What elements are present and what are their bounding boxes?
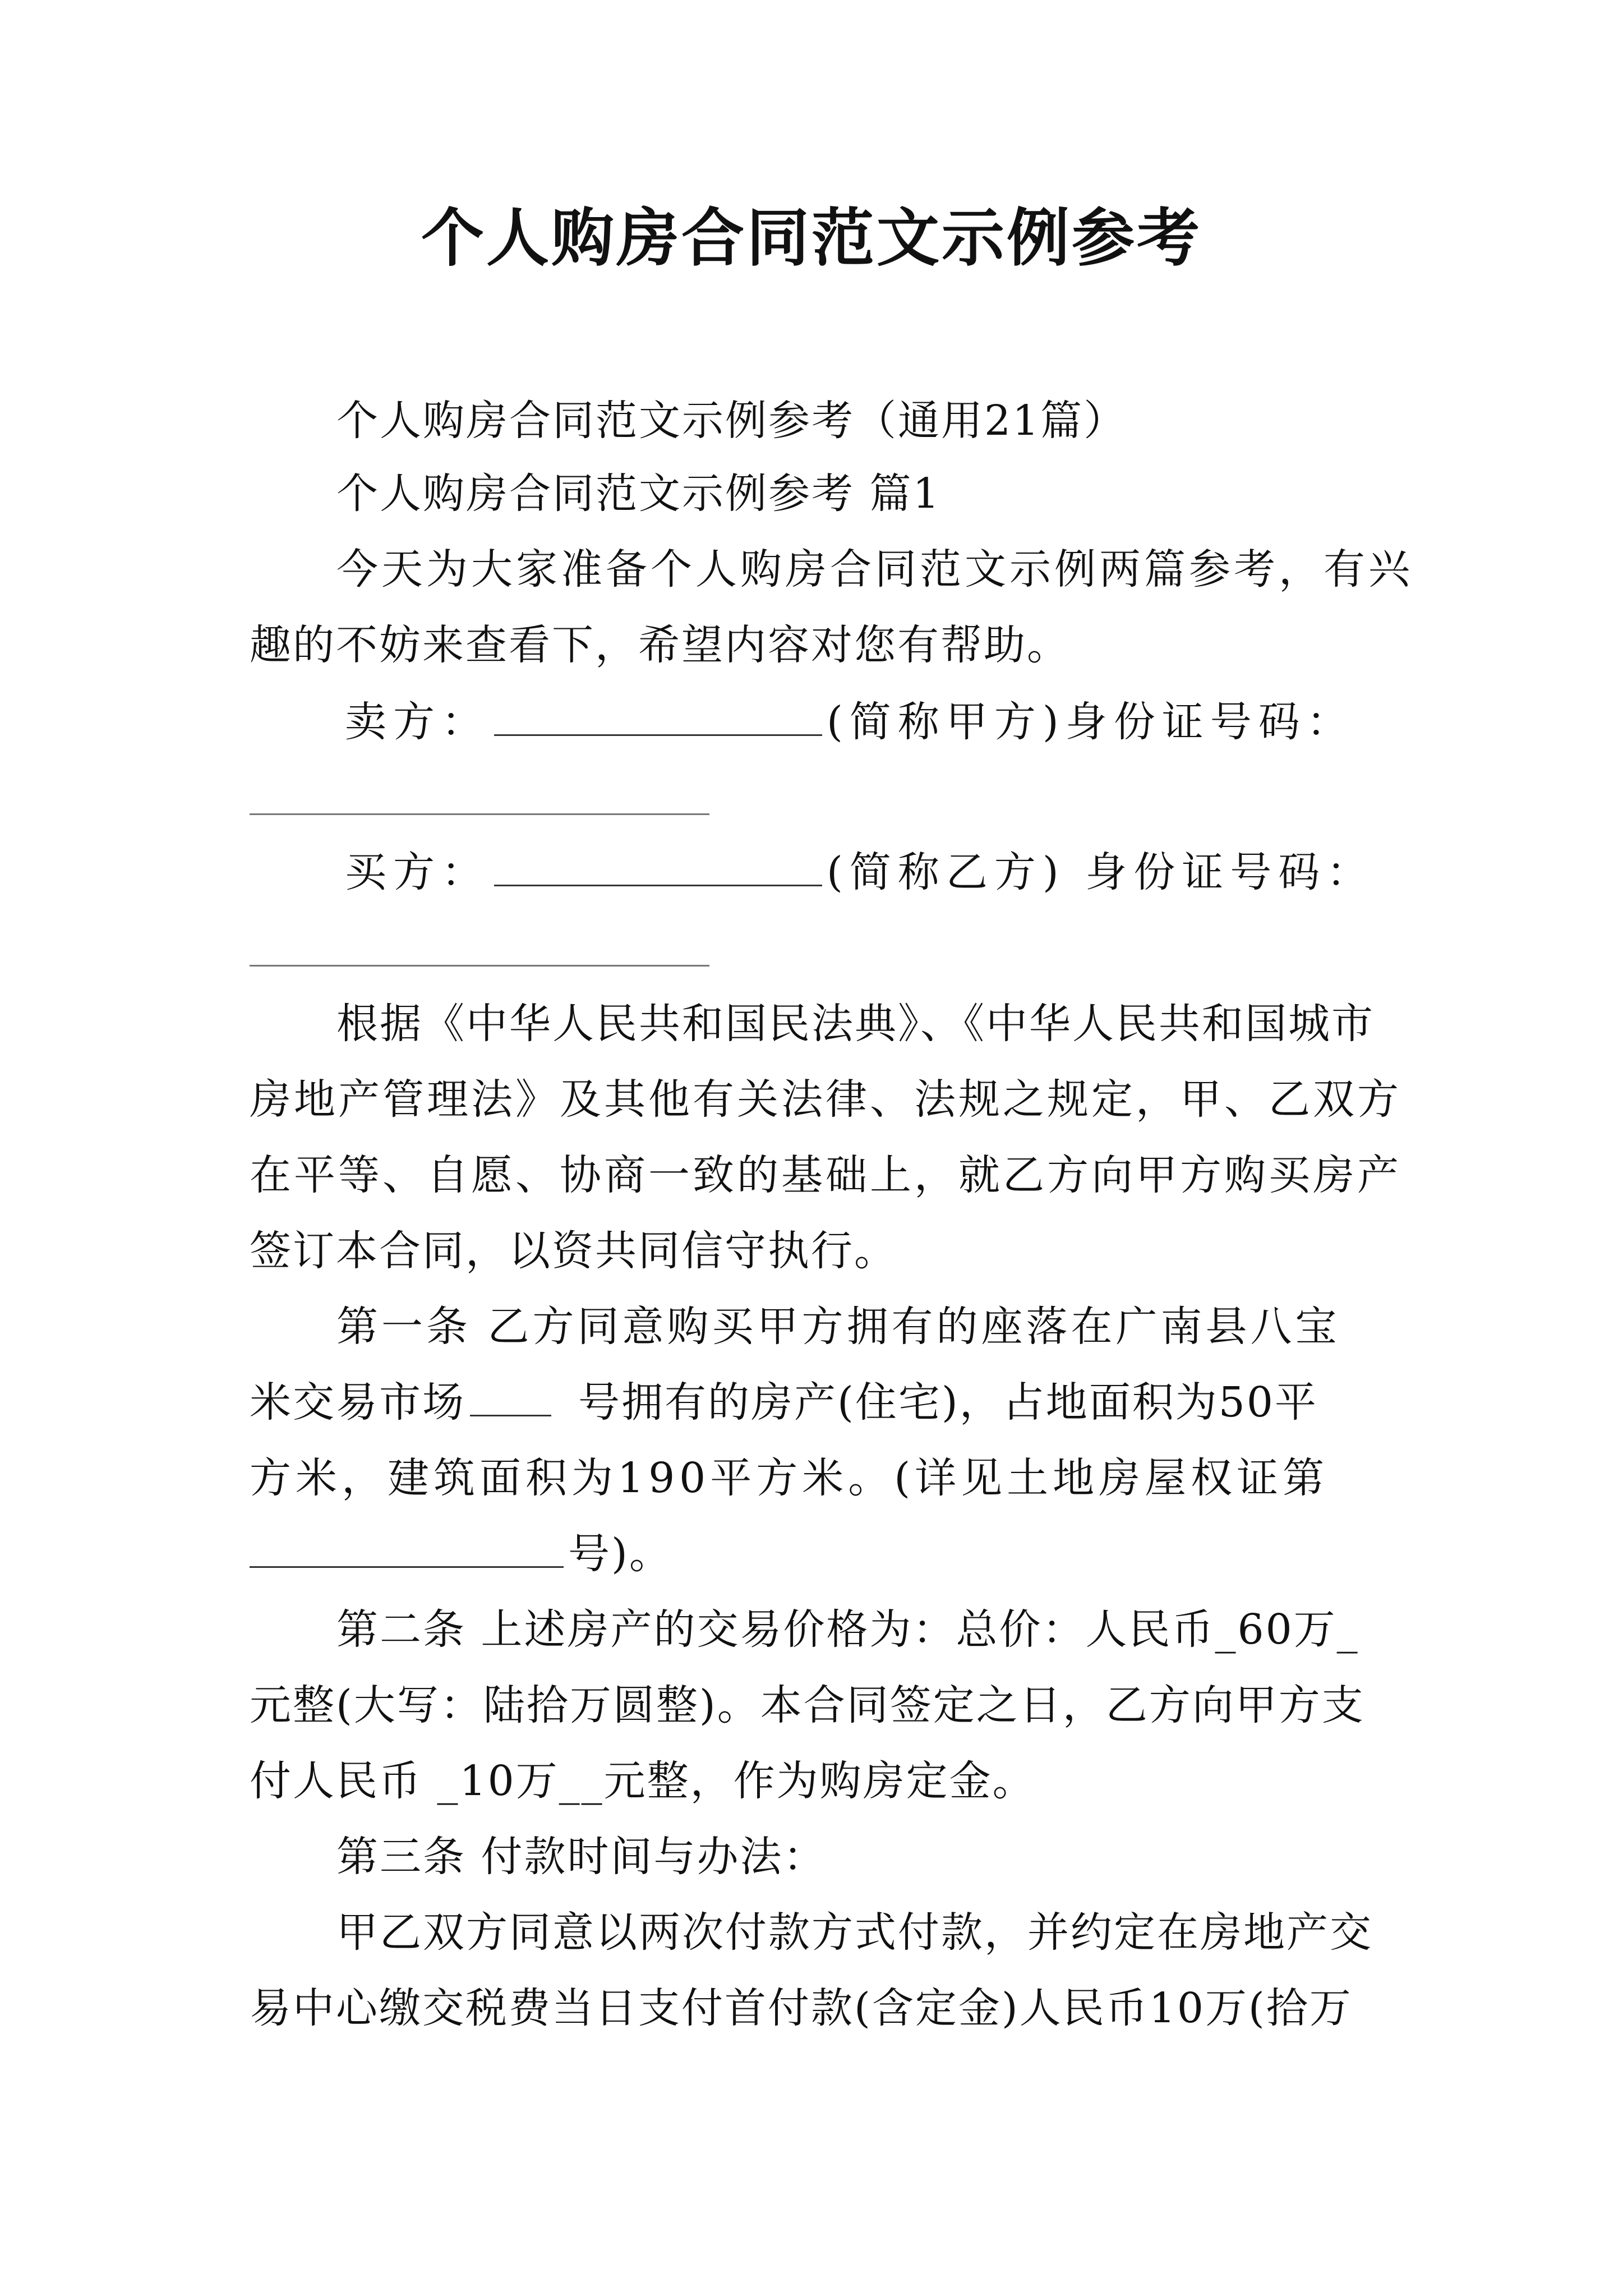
buyer-name-blank [494, 884, 822, 886]
article-3-line: 甲乙双方同意以两次付款方式付款，并约定在房地产交 [336, 1908, 1373, 1957]
article-2-line: 付人民币 _10万__元整，作为购房定金。 [250, 1757, 1036, 1805]
certificate-number-blank [250, 1566, 564, 1568]
seller-name-blank [494, 734, 822, 736]
article-2-line: 第二条 上述房产的交易价格为：总价：人民币_60万_ [336, 1605, 1359, 1654]
paragraph-line: 根据《中华人民共和国民法典》、《中华人民共和国城市 [336, 1000, 1375, 1048]
paragraph-line: 今天为大家准备个人购房合同范文示例两篇参考，有兴 [336, 545, 1413, 593]
article-1-line: 米交易市场 号拥有的房产(住宅)，占地面积为50平 [250, 1378, 1318, 1427]
article-3-line: 易中心缴交税费当日支付首付款(含定金)人民币10万(拾万 [250, 1984, 1353, 2032]
article-1-line: 号)。 [250, 1523, 672, 1585]
paragraph-line: 房地产管理法》及其他有关法律、法规之规定，甲、乙双方 [250, 1075, 1401, 1124]
seller-line [345, 691, 1355, 753]
subtitle-line: 个人购房合同范文示例参考（通用21篇） [336, 397, 1127, 445]
document-title: 个人购房合同范文示例参考 [421, 201, 1202, 275]
buyer-id-blank [250, 965, 709, 967]
house-number-blank [470, 1414, 551, 1416]
paragraph-line: 在平等、自愿、协商一致的基础上，就乙方向甲方购买房产 [250, 1151, 1401, 1199]
buyer-label: 买方： [345, 848, 490, 896]
seller-id-label: (简称甲方)身份证号码： [827, 698, 1355, 746]
seller-label: 卖方： [345, 698, 490, 746]
seller-id-blank [250, 813, 709, 815]
article-1-line: 第一条 乙方同意购买甲方拥有的座落在广南县八宝 [336, 1303, 1340, 1351]
article-1-line: 方米，建筑面积为190平方米。(详见土地房屋权证第 [250, 1454, 1329, 1502]
paragraph-line: 签订本合同，以资共同信守执行。 [250, 1227, 897, 1275]
paragraph-line: 趣的不妨来查看下，希望内容对您有帮助。 [250, 621, 1070, 669]
article-2-line: 元整(大写：陆拾万圆整)。本合同签定之日，乙方向甲方支 [250, 1681, 1365, 1729]
article-3-heading: 第三条 付款时间与办法： [336, 1833, 827, 1881]
section-heading: 个人购房合同范文示例参考 篇1 [336, 470, 941, 518]
buyer-line [345, 841, 1375, 903]
buyer-id-label: (简称乙方) 身份证号码： [827, 848, 1375, 896]
